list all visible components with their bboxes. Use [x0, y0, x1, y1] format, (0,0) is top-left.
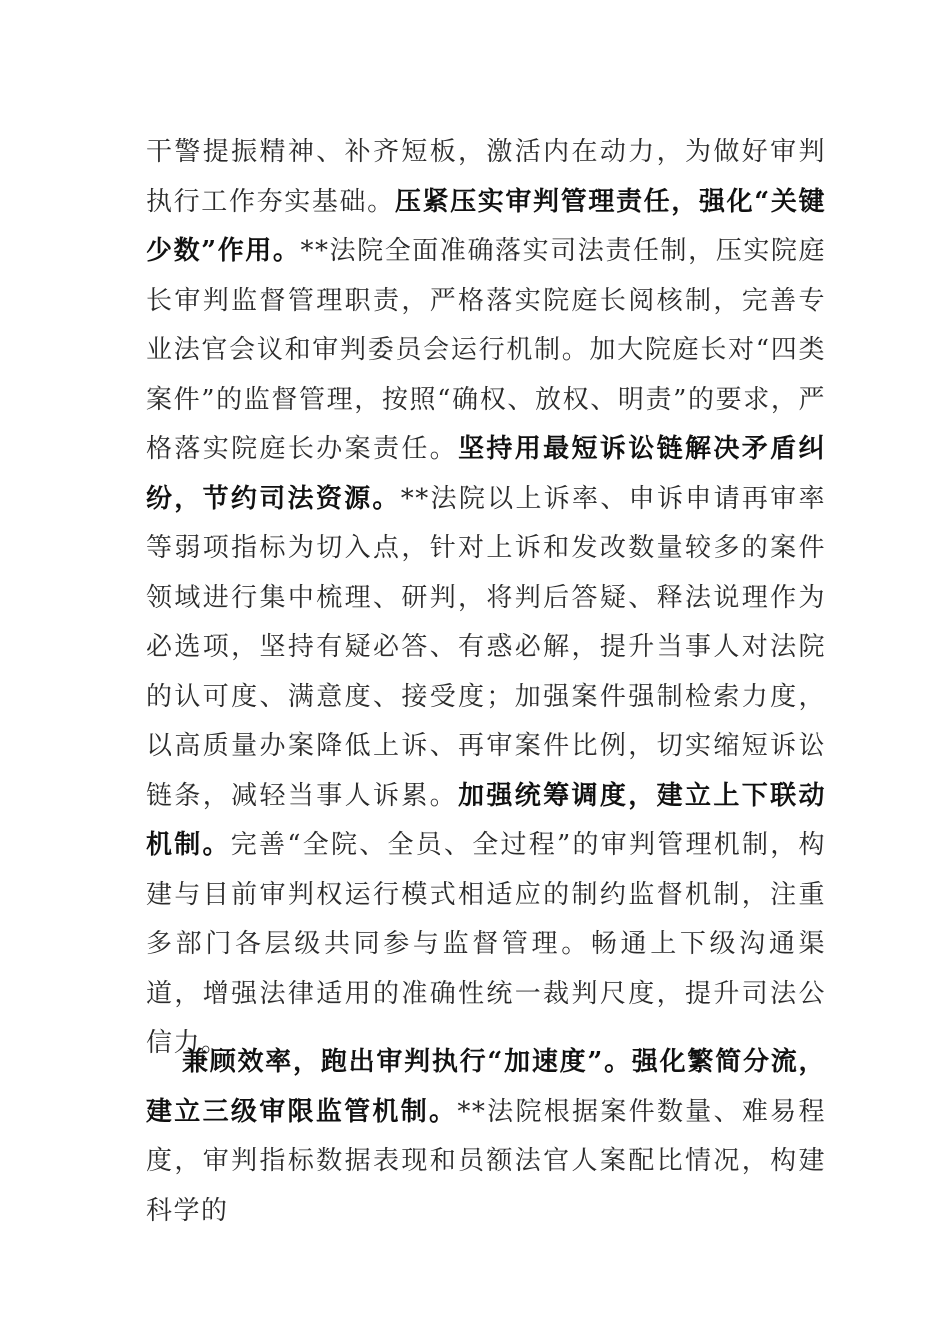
paragraph-1-text-1: 干警提振精神、补齐短板，激活内在动力，为做好审判执行工作夯实基础。	[146, 137, 826, 217]
paragraph-2-heading: 兼顾效率，跑出审判执行“加速度”。强化繁简分流，建立三级审限监管机制。	[146, 1047, 826, 1127]
paragraph-1-heading-2: 坚持用最短诉讼链解决矛盾纠纷，节约司法资源。	[146, 434, 826, 514]
paragraph-2	[146, 1038, 826, 1236]
paragraph-2-text: **法院根据案件数量、难易程度，审判指标数据表现和员额法官人案配比情况，构建科学的	[146, 1096, 826, 1226]
paragraph-1-text-2: **法院全面准确落实司法责任制，压实院庭长审判监督管理职责，严格落实院庭长阅核制，完善专业法官会议和审判委员会运行机制。加大院庭长对“四类案件”的监督管理，按照“确权、放权、明责”的要求，严格落实院庭长办案责任。	[146, 236, 826, 464]
paragraph-1-text-4: 完善“全院、全员、全过程”的审判管理机制，构建与目前审判权运行模式相适应的制约监督机制，注重多部门各层级共同参与监督管理。畅通上下级沟通渠道，增强法律适用的准确性统一裁判尺度，提升司法公信力。	[146, 830, 826, 1058]
paragraph-1-heading-3: 加强统筹调度，建立上下联动机制。	[146, 780, 826, 860]
paragraph-1-text-3: **法院以上诉率、申诉申请再审率等弱项指标为切入点，针对上诉和发改数量较多的案件领域进行集中梳理、研判，将判后答疑、释法说理作为必选项，坚持有疑必答、有惑必解，提升当事人对法院的认可度、满意度、接受度；加强案件强制检索力度，以高质量办案降低上诉、再审案件比例，切实缩短诉讼链条，减轻当事人诉累。	[146, 483, 826, 811]
paragraph-1-heading-1: 压紧压实审判管理责任，强化“关键少数”作用。	[146, 186, 826, 266]
paragraph-1	[146, 128, 826, 1069]
